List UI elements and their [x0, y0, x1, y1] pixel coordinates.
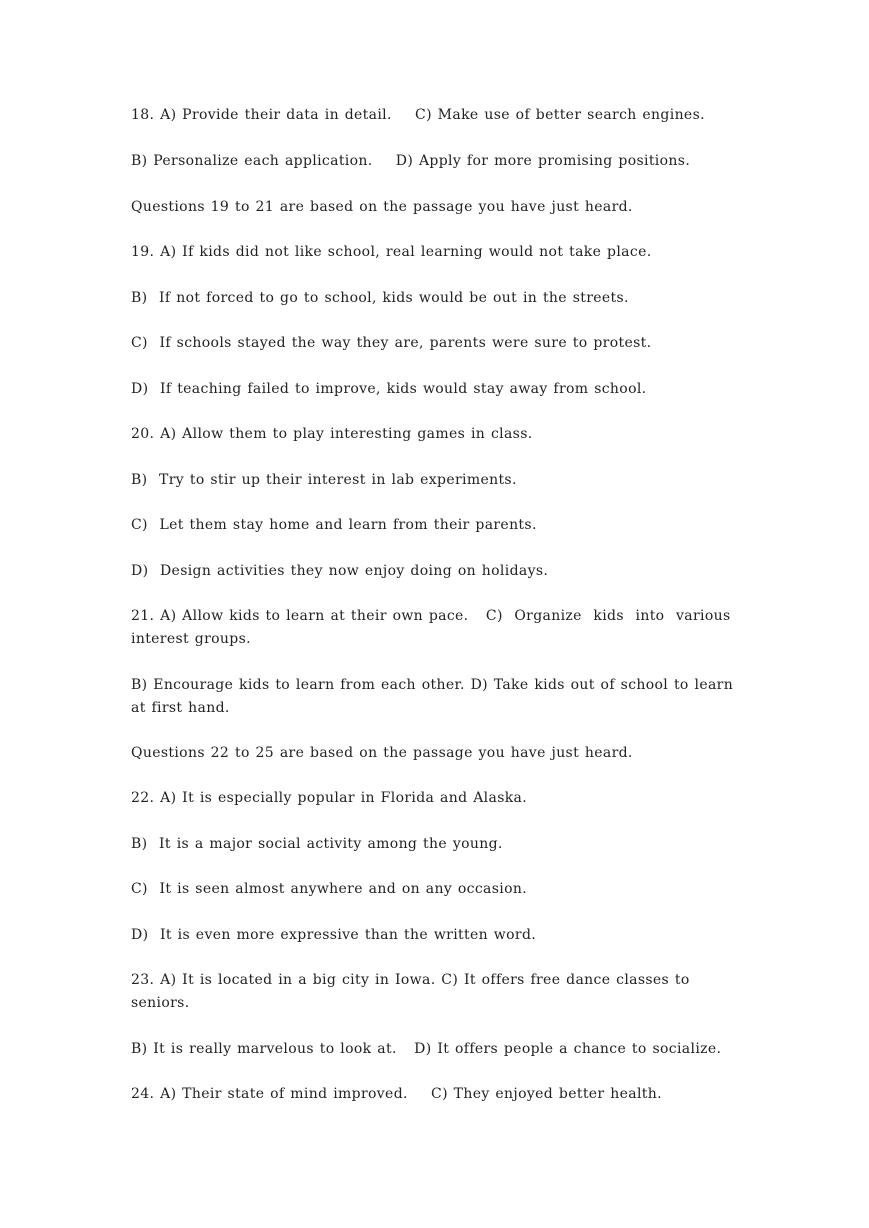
question-21-options-b-d: B) Encourage kids to learn from each other. D) Take kids out of school to learn at first hand.	[131, 677, 739, 716]
question-24-options-a-c: 24. A) Their state of mind improved. C) They enjoyed better health.	[131, 1086, 662, 1102]
section-heading-19-21: Questions 19 to 21 are based on the passage you have just heard.	[131, 199, 633, 215]
question-23-options-b-d: B) It is really marvelous to look at. D) It offers people a chance to socialize.	[131, 1041, 722, 1057]
section-heading-22-25: Questions 22 to 25 are based on the passage you have just heard.	[131, 745, 633, 761]
question-18-options-a-c: 18. A) Provide their data in detail. C) Make use of better search engines.	[131, 107, 705, 123]
question-23-options-a-c: 23. A) It is located in a big city in Iowa. C) It offers free dance classes to seniors.	[131, 972, 696, 1011]
question-20-option-a: 20. A) Allow them to play interesting games in class.	[131, 426, 533, 442]
question-22-option-c: C) It is seen almost anywhere and on any occasion.	[131, 881, 528, 897]
question-22-option-b: B) It is a major social activity among the young.	[131, 836, 503, 852]
question-20-option-d: D) Design activities they now enjoy doing on holidays.	[131, 563, 549, 579]
question-21-options-a-c: 21. A) Allow kids to learn at their own pace. C) Organize kids into various interest groups.	[131, 608, 737, 647]
question-22-option-d: D) It is even more expressive than the written word.	[131, 927, 537, 943]
question-19-option-a: 19. A) If kids did not like school, real learning would not take place.	[131, 244, 652, 260]
question-19-option-d: D) If teaching failed to improve, kids would stay away from school.	[131, 381, 647, 397]
question-20-option-b: B) Try to stir up their interest in lab experiments.	[131, 472, 517, 488]
question-19-option-b: B) If not forced to go to school, kids would be out in the streets.	[131, 290, 629, 306]
question-20-option-c: C) Let them stay home and learn from their parents.	[131, 517, 537, 533]
question-22-option-a: 22. A) It is especially popular in Florida and Alaska.	[131, 790, 528, 806]
question-19-option-c: C) If schools stayed the way they are, parents were sure to protest.	[131, 335, 652, 351]
question-18-options-b-d: B) Personalize each application. D) Apply for more promising positions.	[131, 153, 691, 169]
